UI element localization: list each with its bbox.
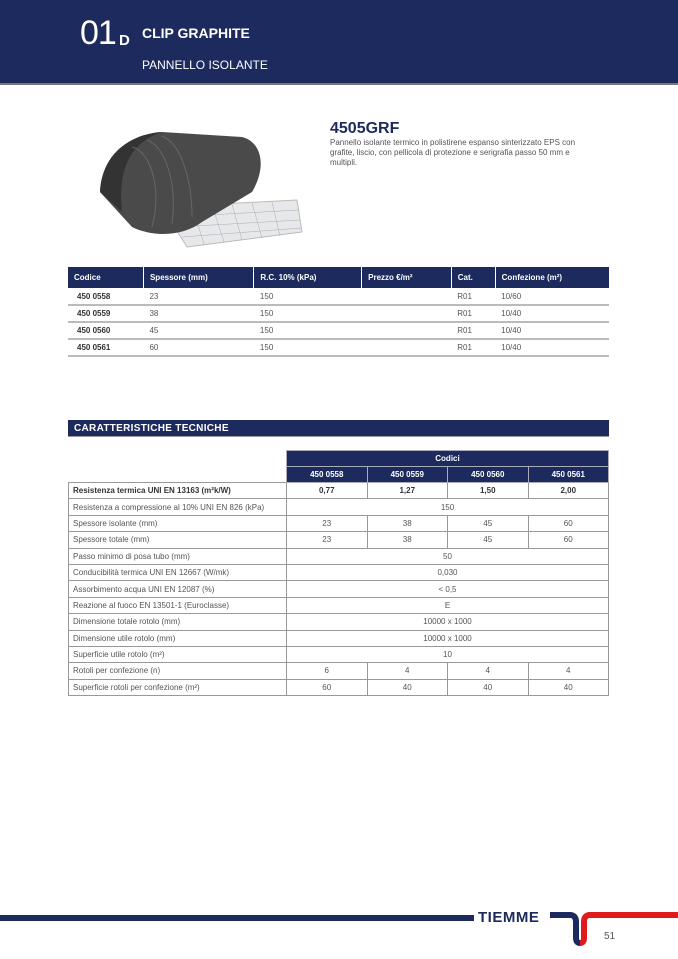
spec-row bbox=[69, 630, 609, 646]
spec-value: 10 bbox=[287, 646, 609, 662]
spec-label: Resistenza termica UNI EN 13163 (m²k/W) bbox=[69, 483, 287, 499]
spec-value: 23 bbox=[287, 532, 368, 548]
spec-value: 6 bbox=[287, 663, 368, 679]
spec-label: Dimensione totale rotolo (mm) bbox=[69, 614, 287, 630]
product-code: 4505GRF bbox=[330, 120, 400, 137]
header-divider bbox=[0, 83, 678, 85]
spec-value: 10000 x 1000 bbox=[287, 630, 609, 646]
spec-value: 60 bbox=[528, 532, 609, 548]
spec-value: 150 bbox=[287, 499, 609, 515]
spec-value: 2,00 bbox=[528, 483, 609, 499]
spec-value: 0,77 bbox=[287, 483, 368, 499]
spec-value: 45 bbox=[448, 532, 529, 548]
table-cell: 60 bbox=[143, 339, 253, 356]
chapter-number: 01 bbox=[80, 14, 116, 52]
spec-row bbox=[69, 614, 609, 630]
footer-navy-line bbox=[0, 915, 474, 921]
column-header: Spessore (mm) bbox=[143, 267, 253, 288]
table-cell: 150 bbox=[254, 339, 362, 356]
spec-value: 45 bbox=[448, 515, 529, 531]
table-cell: 10/60 bbox=[495, 288, 609, 305]
table-cell bbox=[362, 339, 452, 356]
spec-label: Conducibilità termica UNI EN 12667 (W/mk) bbox=[69, 564, 287, 580]
spec-row bbox=[69, 483, 609, 499]
table-cell: 45 bbox=[143, 322, 253, 339]
spec-row bbox=[69, 564, 609, 580]
chapter-subtitle: PANNELLO ISOLANTE bbox=[142, 58, 268, 72]
table-cell: 150 bbox=[254, 322, 362, 339]
spec-value: 1,50 bbox=[448, 483, 529, 499]
product-code-cell: 450 0560 bbox=[68, 322, 143, 339]
column-header: Prezzo €/m² bbox=[362, 267, 452, 288]
spec-row bbox=[69, 532, 609, 548]
table-cell: 38 bbox=[143, 305, 253, 322]
table-cell: R01 bbox=[451, 305, 495, 322]
spec-row bbox=[69, 499, 609, 515]
table-cell bbox=[362, 305, 452, 322]
spec-label: Resistenza a compressione al 10% UNI EN 826 (kPa) bbox=[69, 499, 287, 515]
product-code-cell: 450 0558 bbox=[68, 288, 143, 305]
spec-value: E bbox=[287, 597, 609, 613]
spec-value: 40 bbox=[528, 679, 609, 695]
codes-group-header: Codici bbox=[287, 451, 609, 467]
table-row bbox=[68, 305, 609, 322]
spec-label: Dimensione utile rotolo (mm) bbox=[69, 630, 287, 646]
spec-value: 40 bbox=[367, 679, 448, 695]
spec-row bbox=[69, 679, 609, 695]
table-cell: 150 bbox=[254, 305, 362, 322]
spec-row bbox=[69, 515, 609, 531]
spec-value: 4 bbox=[367, 663, 448, 679]
spec-row bbox=[69, 646, 609, 662]
product-code-cell: 450 0559 bbox=[68, 305, 143, 322]
table-row bbox=[68, 339, 609, 356]
spec-label: Assorbimento acqua UNI EN 12087 (%) bbox=[69, 581, 287, 597]
blank-cell bbox=[69, 451, 287, 467]
section-title: CARATTERISTICHE TECNICHE bbox=[68, 420, 609, 437]
table-cell: R01 bbox=[451, 339, 495, 356]
spec-label: Spessore totale (mm) bbox=[69, 532, 287, 548]
column-header: Codice bbox=[68, 267, 143, 288]
spec-value: 38 bbox=[367, 515, 448, 531]
table-cell bbox=[362, 322, 452, 339]
spec-value: 10000 x 1000 bbox=[287, 614, 609, 630]
brand-logo: TIEMME bbox=[478, 909, 540, 926]
table-cell: R01 bbox=[451, 288, 495, 305]
spec-row bbox=[69, 597, 609, 613]
tech-specs-table bbox=[68, 450, 609, 696]
table-cell: 10/40 bbox=[495, 322, 609, 339]
spec-label: Reazione al fuoco EN 13501-1 (Euroclasse) bbox=[69, 597, 287, 613]
spec-value: 50 bbox=[287, 548, 609, 564]
table-cell: 150 bbox=[254, 288, 362, 305]
table-cell: 10/40 bbox=[495, 339, 609, 356]
spec-value: 1,27 bbox=[367, 483, 448, 499]
column-header: R.C. 10% (kPa) bbox=[254, 267, 362, 288]
spec-row bbox=[69, 663, 609, 679]
spec-label: Passo minimo di posa tubo (mm) bbox=[69, 548, 287, 564]
chapter-title: CLIP GRAPHITE bbox=[142, 25, 250, 41]
spec-value: 40 bbox=[448, 679, 529, 695]
spec-label: Rotoli per confezione (n) bbox=[69, 663, 287, 679]
spec-row bbox=[69, 548, 609, 564]
table-cell: 23 bbox=[143, 288, 253, 305]
price-table bbox=[68, 267, 609, 357]
table-cell: 10/40 bbox=[495, 305, 609, 322]
spec-value: < 0,5 bbox=[287, 581, 609, 597]
spec-label: Spessore isolante (mm) bbox=[69, 515, 287, 531]
spec-value: 60 bbox=[287, 679, 368, 695]
table-row bbox=[68, 322, 609, 339]
code-column-header: 450 0560 bbox=[448, 467, 529, 483]
spec-value: 4 bbox=[528, 663, 609, 679]
code-column-header: 450 0559 bbox=[367, 467, 448, 483]
table-row bbox=[68, 288, 609, 305]
spec-value: 38 bbox=[367, 532, 448, 548]
spec-label: Superficie utile rotolo (m²) bbox=[69, 646, 287, 662]
product-image bbox=[92, 112, 304, 252]
spec-value: 23 bbox=[287, 515, 368, 531]
spec-value: 4 bbox=[448, 663, 529, 679]
spec-label: Superficie rotoli per confezione (m²) bbox=[69, 679, 287, 695]
page-header bbox=[0, 0, 678, 83]
spec-row bbox=[69, 581, 609, 597]
table-cell: R01 bbox=[451, 322, 495, 339]
table-cell bbox=[362, 288, 452, 305]
code-column-header: 450 0561 bbox=[528, 467, 609, 483]
spec-value: 60 bbox=[528, 515, 609, 531]
page-number: 51 bbox=[604, 931, 616, 942]
column-header: Cat. bbox=[451, 267, 495, 288]
spec-value: 0,030 bbox=[287, 564, 609, 580]
chapter-letter: D bbox=[119, 32, 130, 49]
product-code-cell: 450 0561 bbox=[68, 339, 143, 356]
column-header: Confezione (m²) bbox=[495, 267, 609, 288]
product-description: Pannello isolante termico in polistirene espanso sinterizzato EPS con grafite, liscio, con pellicola di protezione e serigrafia passo 50 mm e multipli. bbox=[330, 138, 576, 167]
blank-cell bbox=[69, 467, 287, 483]
code-column-header: 450 0558 bbox=[287, 467, 368, 483]
